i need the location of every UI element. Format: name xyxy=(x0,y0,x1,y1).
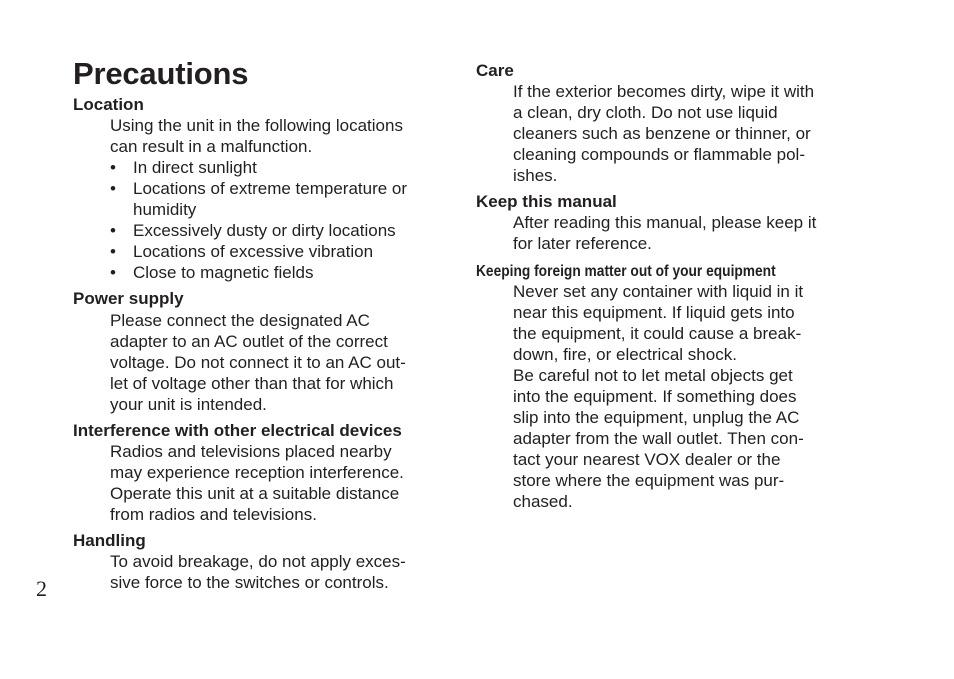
foreign-matter-heading: Keeping foreign matter out of your equipment xyxy=(476,263,776,280)
foreign-matter-text: Never set any container with liquid in it near this equipment. If liquid gets into the equipment, it could cause a break- down, fire, or electrical shock. Be careful not to let metal objects get into the equipment. If something does slip into the equipment, unplug the AC adapter from the wall outlet. Then con- tact your nearest VOX dealer or the store where the equipment was pur- chased. xyxy=(513,282,804,511)
list-item-text: Locations of excessive vibration xyxy=(133,242,374,261)
interference-heading: Interference with other electrical devices xyxy=(73,421,402,440)
list-item xyxy=(110,220,450,241)
page-title: Precautions xyxy=(73,56,249,91)
list-item xyxy=(110,262,450,283)
location-heading: Location xyxy=(73,95,144,114)
bullet-glyph: • xyxy=(110,242,116,261)
location-bullet-list xyxy=(110,157,450,283)
keep-manual-heading: Keep this manual xyxy=(476,192,617,211)
list-item-text: Excessively dusty or dirty locations xyxy=(133,221,396,240)
bullet-glyph: • xyxy=(110,221,116,240)
care-heading: Care xyxy=(476,61,514,80)
power-supply-heading: Power supply xyxy=(73,289,184,308)
list-item xyxy=(110,178,450,220)
bullet-glyph: • xyxy=(110,263,116,282)
list-item xyxy=(110,157,450,178)
list-item-text: In direct sunlight xyxy=(133,158,257,177)
power-supply-text: Please connect the designated AC adapter to an AC outlet of the correct voltage. Do not connect it to an AC out- let of voltage other than that for which your unit is intended. xyxy=(110,311,406,414)
list-item xyxy=(110,241,450,262)
bullet-glyph: • xyxy=(110,158,116,177)
handling-heading: Handling xyxy=(73,531,146,550)
care-text: If the exterior becomes dirty, wipe it with a clean, dry cloth. Do not use liquid cleaners such as benzene or thinner, or cleaning compounds or flammable pol- ishes. xyxy=(513,82,815,185)
interference-text: Radios and televisions placed nearby may experience reception interference. Operate this unit at a suitable distance from radios and televisions. xyxy=(110,442,404,524)
list-item-text: Close to magnetic fields xyxy=(133,263,314,282)
location-intro: Using the unit in the following locations can result in a malfunction. xyxy=(110,116,403,156)
keep-manual-text: After reading this manual, please keep it for later reference. xyxy=(513,213,817,253)
list-item-text: Locations of extreme temperature or humidity xyxy=(133,179,408,219)
handling-text: To avoid breakage, do not apply exces- sive force to the switches or controls. xyxy=(110,552,406,592)
bullet-glyph: • xyxy=(110,179,116,198)
page-number: 2 xyxy=(36,576,47,601)
